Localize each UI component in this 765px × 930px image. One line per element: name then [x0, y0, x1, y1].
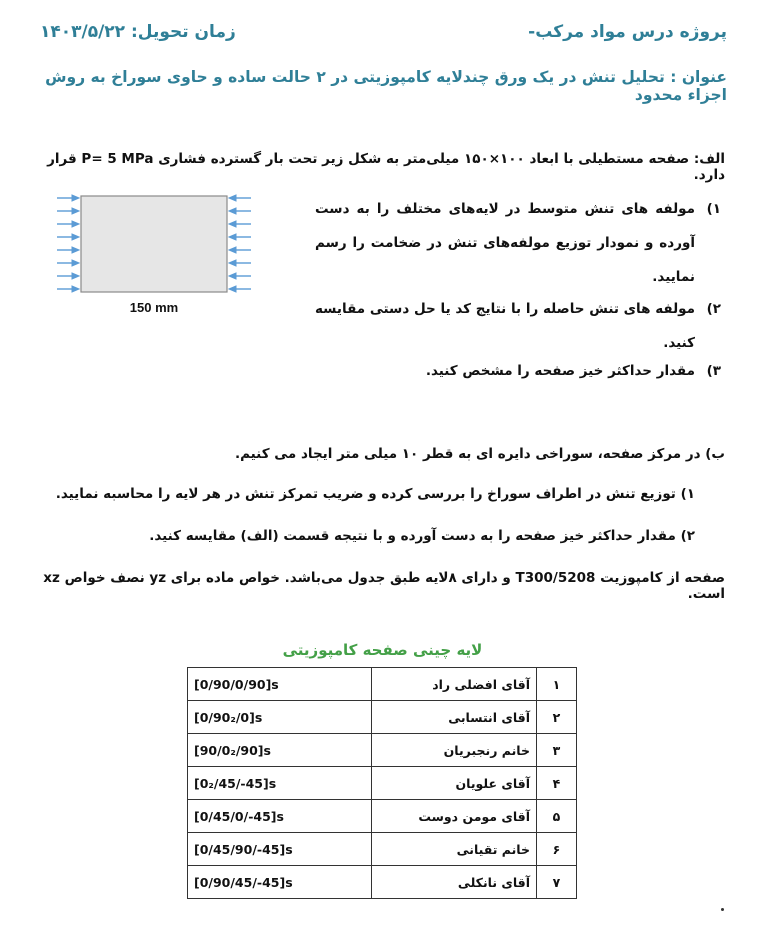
layup-sequence: [90/0₂/90]s [188, 734, 372, 767]
student-name: آقای افضلی راد [372, 668, 537, 701]
arrow-head [229, 260, 236, 266]
arrow-head [72, 221, 79, 227]
part-a-item-3 [315, 362, 721, 380]
row-number: ۷ [537, 866, 577, 899]
arrow-head [72, 234, 79, 240]
course-title: پروژه درس مواد مرکب- [528, 22, 727, 42]
part-b-intro: ب) در مرکز صفحه، سوراخی دایره ای به قطر ۱۰ میلی متر ایجاد می کنیم. [234, 446, 725, 462]
part-b-item-2 [40, 528, 695, 544]
row-number: ۶ [537, 833, 577, 866]
dimension-label: 150 mm [129, 300, 179, 315]
arrow-head [229, 234, 236, 240]
arrow-head [229, 208, 236, 214]
item-number: ۱) [680, 486, 695, 502]
table-row [188, 734, 577, 767]
layup-sequence: [0₂/45/-45]s [188, 767, 372, 800]
arrow-head [72, 260, 79, 266]
item-text: مولفه های تنش حاصله را با نتایج کد یا حل دستی مقایسه کنید. [315, 301, 695, 351]
table-row [188, 668, 577, 701]
load-arrows-left [57, 195, 79, 292]
arrow-head [229, 286, 236, 292]
arrow-head [229, 273, 236, 279]
table-row [188, 866, 577, 899]
item-number: ۳) [706, 363, 721, 379]
table-row [188, 800, 577, 833]
load-arrows-right [229, 195, 251, 292]
part-b-item-1 [40, 486, 695, 502]
layup-sequence: [0/90/45/-45]s [188, 866, 372, 899]
student-name: خانم رنجبریان [372, 734, 537, 767]
student-name: آقای مومن دوست [372, 800, 537, 833]
layup-sequence: [0/45/90/-45]s [188, 833, 372, 866]
part-a-item-2 [315, 292, 721, 360]
item-number: ۲) [706, 301, 721, 317]
part-a-item-1 [315, 192, 721, 294]
row-number: ۱ [537, 668, 577, 701]
arrow-head [229, 221, 236, 227]
part-a-intro: الف: صفحه مستطیلی با ابعاد ۱۰۰×۱۵۰ میلی‌متر به شکل زیر تحت بار گسترده فشاری P= 5 MPa قرار دارد. [47, 151, 725, 183]
arrow-head [229, 247, 236, 253]
layup-sequence: [0/90₂/0]s [188, 701, 372, 734]
item-number: ۱) [706, 201, 721, 217]
arrow-head [72, 195, 79, 201]
item-number: ۲) [680, 528, 695, 544]
student-name: آقای انتسابی [372, 701, 537, 734]
item-text: مقدار حداکثر خیز صفحه را مشخص کنید. [425, 363, 695, 379]
material-note: صفحه از کامپوزیت T300/5208 و دارای ۸لایه طبق جدول می‌باشد. خواص ماده برای yz نصف خواص xz است. [43, 570, 725, 602]
row-number: ۳ [537, 734, 577, 767]
layup-sequence: [0/45/0/-45]s [188, 800, 372, 833]
row-number: ۴ [537, 767, 577, 800]
item-text: مقدار حداکثر خیز صفحه را به دست آورده و با نتیجه قسمت (الف) مقایسه کنید. [149, 528, 676, 544]
table-row [188, 701, 577, 734]
project-subtitle: عنوان : تحلیل تنش در یک ورق چندلایه کامپوزیتی در ۲ حالت ساده و حاوی سوراخ به روش اجزاء محدود [45, 68, 727, 104]
arrow-head [72, 286, 79, 292]
plate-rectangle [81, 196, 227, 292]
layup-sequence: [0/90/0/90]s [188, 668, 372, 701]
student-name: آقای علویان [372, 767, 537, 800]
stray-dot [721, 908, 724, 911]
arrow-head [72, 208, 79, 214]
arrow-head [72, 247, 79, 253]
item-text: مولفه های تنش متوسط در لایه‌های مختلف را به دست آورده و نمودار توزیع مولفه‌های تنش در ضخامت را رسم نمایید. [315, 201, 695, 285]
student-name: آقای نانکلی [372, 866, 537, 899]
arrow-head [72, 273, 79, 279]
table-row [188, 833, 577, 866]
plate-figure [55, 190, 265, 320]
row-number: ۵ [537, 800, 577, 833]
item-text: توزیع تنش در اطراف سوراخ را بررسی کرده و ضریب تمرکز تنش در هر لایه را محاسبه نمایید. [55, 486, 676, 502]
arrow-head [229, 195, 236, 201]
table-row [188, 767, 577, 800]
layup-table [187, 667, 577, 899]
row-number: ۲ [537, 701, 577, 734]
table-title: لایه چینی صفحه کامپوزیتی [282, 641, 483, 659]
deadline: زمان تحویل: ۱۴۰۳/۵/۲۲ [40, 22, 236, 42]
student-name: خانم تقیانی [372, 833, 537, 866]
